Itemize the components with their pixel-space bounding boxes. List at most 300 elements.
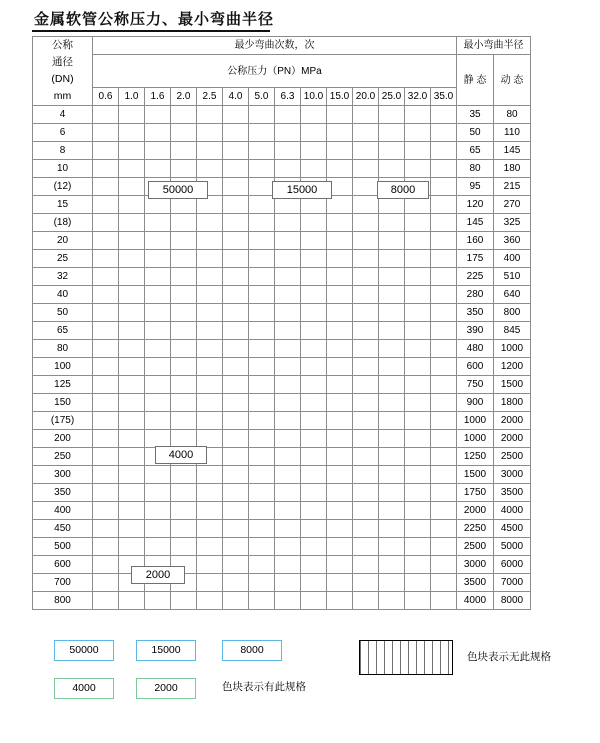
- grid-cell-r10-c5: [223, 286, 249, 304]
- dynamic-radius-value: 4500: [494, 520, 531, 538]
- grid-cell-r2-c0: [93, 142, 119, 160]
- grid-cell-r0-c13: [431, 106, 457, 124]
- grid-cell-r12-c11: [379, 322, 405, 340]
- grid-cell-r10-c2: [145, 286, 171, 304]
- grid-cell-r8-c7: [275, 250, 301, 268]
- grid-cell-r11-c1: [119, 304, 145, 322]
- grid-cell-r15-c2: [145, 376, 171, 394]
- grid-cell-r25-c11: [379, 556, 405, 574]
- grid-cell-r3-c8: [301, 160, 327, 178]
- grid-cell-r9-c2: [145, 268, 171, 286]
- grid-cell-r15-c8: [301, 376, 327, 394]
- grid-cell-r26-c12: [405, 574, 431, 592]
- grid-cell-r20-c8: [301, 466, 327, 484]
- grid-cell-r1-c13: [431, 124, 457, 142]
- grid-cell-r17-c6: [249, 412, 275, 430]
- grid-cell-r17-c13: [431, 412, 457, 430]
- grid-cell-r23-c4: [197, 520, 223, 538]
- dn-value: 25: [33, 250, 93, 268]
- dynamic-radius-value: 270: [494, 196, 531, 214]
- grid-cell-r8-c13: [431, 250, 457, 268]
- grid-cell-r8-c0: [93, 250, 119, 268]
- grid-cell-r11-c9: [327, 304, 353, 322]
- badge-8000: 8000: [377, 181, 429, 199]
- grid-cell-r15-c5: [223, 376, 249, 394]
- dn-value: (18): [33, 214, 93, 232]
- grid-cell-r4-c0: [93, 178, 119, 196]
- legend-chip-8000: 8000: [222, 640, 282, 661]
- grid-cell-r18-c10: [353, 430, 379, 448]
- grid-cell-r10-c13: [431, 286, 457, 304]
- grid-cell-r18-c12: [405, 430, 431, 448]
- grid-cell-r17-c10: [353, 412, 379, 430]
- grid-cell-r18-c2: [145, 430, 171, 448]
- static-radius-value: 1250: [457, 448, 494, 466]
- grid-cell-r2-c7: [275, 142, 301, 160]
- dn-header-line4: mm: [53, 90, 72, 102]
- grid-cell-r23-c7: [275, 520, 301, 538]
- grid-cell-r2-c2: [145, 142, 171, 160]
- table-row: [33, 250, 531, 268]
- dn-value: 150: [33, 394, 93, 412]
- dynamic-radius-value: 2000: [494, 412, 531, 430]
- grid-cell-r26-c13: [431, 574, 457, 592]
- grid-cell-r10-c1: [119, 286, 145, 304]
- dn-value: 15: [33, 196, 93, 214]
- grid-cell-r26-c9: [327, 574, 353, 592]
- grid-cell-r15-c9: [327, 376, 353, 394]
- grid-cell-r17-c1: [119, 412, 145, 430]
- grid-cell-r15-c6: [249, 376, 275, 394]
- grid-cell-r2-c13: [431, 142, 457, 160]
- grid-cell-r12-c13: [431, 322, 457, 340]
- grid-cell-r0-c11: [379, 106, 405, 124]
- grid-cell-r6-c1: [119, 214, 145, 232]
- static-radius-value: 120: [457, 196, 494, 214]
- grid-cell-r1-c6: [249, 124, 275, 142]
- grid-cell-r20-c2: [145, 466, 171, 484]
- grid-cell-r22-c12: [405, 502, 431, 520]
- table-row: [33, 466, 531, 484]
- grid-cell-r1-c4: [197, 124, 223, 142]
- grid-cell-r21-c11: [379, 484, 405, 502]
- grid-cell-r8-c1: [119, 250, 145, 268]
- static-radius-value: 1500: [457, 466, 494, 484]
- grid-cell-r21-c12: [405, 484, 431, 502]
- grid-cell-r4-c13: [431, 178, 457, 196]
- table-row: [33, 232, 531, 250]
- grid-cell-r1-c8: [301, 124, 327, 142]
- table-row: [33, 574, 531, 592]
- static-radius-value: 2000: [457, 502, 494, 520]
- grid-cell-r15-c13: [431, 376, 457, 394]
- pressure-col-header-5: 4.0: [223, 88, 249, 106]
- grid-cell-r3-c12: [405, 160, 431, 178]
- dynamic-radius-value: 3000: [494, 466, 531, 484]
- grid-cell-r19-c6: [249, 448, 275, 466]
- pressure-col-header-0: 0.6: [93, 88, 119, 106]
- dynamic-radius-value: 2500: [494, 448, 531, 466]
- grid-cell-r21-c0: [93, 484, 119, 502]
- grid-cell-r24-c13: [431, 538, 457, 556]
- badge-15000: 15000: [272, 181, 332, 199]
- grid-cell-r22-c5: [223, 502, 249, 520]
- grid-cell-r3-c5: [223, 160, 249, 178]
- grid-cell-r16-c5: [223, 394, 249, 412]
- grid-cell-r24-c7: [275, 538, 301, 556]
- dynamic-radius-value: 5000: [494, 538, 531, 556]
- dynamic-radius-value: 1500: [494, 376, 531, 394]
- grid-cell-r23-c6: [249, 520, 275, 538]
- grid-cell-r22-c1: [119, 502, 145, 520]
- grid-cell-r26-c7: [275, 574, 301, 592]
- table-row: [33, 268, 531, 286]
- grid-cell-r18-c3: [171, 430, 197, 448]
- grid-cell-r13-c10: [353, 340, 379, 358]
- grid-cell-r7-c9: [327, 232, 353, 250]
- grid-cell-r16-c7: [275, 394, 301, 412]
- grid-cell-r2-c10: [353, 142, 379, 160]
- grid-cell-r5-c1: [119, 196, 145, 214]
- grid-cell-r26-c0: [93, 574, 119, 592]
- grid-cell-r24-c0: [93, 538, 119, 556]
- pressure-col-header-6: 5.0: [249, 88, 275, 106]
- static-radius-value: 175: [457, 250, 494, 268]
- grid-cell-r25-c4: [197, 556, 223, 574]
- grid-cell-r18-c4: [197, 430, 223, 448]
- dynamic-radius-value: 1800: [494, 394, 531, 412]
- grid-cell-r27-c10: [353, 592, 379, 610]
- legend-no-spec-text: 色块表示无此规格: [467, 651, 551, 663]
- grid-cell-r8-c2: [145, 250, 171, 268]
- grid-cell-r16-c0: [93, 394, 119, 412]
- grid-cell-r6-c10: [353, 214, 379, 232]
- table-row: [33, 394, 531, 412]
- grid-cell-r14-c8: [301, 358, 327, 376]
- static-radius-value: 480: [457, 340, 494, 358]
- dynamic-radius-value: 8000: [494, 592, 531, 610]
- grid-cell-r1-c3: [171, 124, 197, 142]
- legend-hatch-swatch: [359, 640, 453, 675]
- grid-cell-r1-c1: [119, 124, 145, 142]
- grid-cell-r9-c10: [353, 268, 379, 286]
- grid-cell-r10-c0: [93, 286, 119, 304]
- dynamic-radius-value: 4000: [494, 502, 531, 520]
- grid-cell-r24-c5: [223, 538, 249, 556]
- grid-cell-r14-c13: [431, 358, 457, 376]
- dn-value: 700: [33, 574, 93, 592]
- grid-cell-r21-c5: [223, 484, 249, 502]
- grid-cell-r23-c8: [301, 520, 327, 538]
- table-row: [33, 412, 531, 430]
- dynamic-radius-value: 80: [494, 106, 531, 124]
- grid-cell-r6-c7: [275, 214, 301, 232]
- grid-cell-r9-c0: [93, 268, 119, 286]
- grid-cell-r22-c2: [145, 502, 171, 520]
- grid-cell-r12-c10: [353, 322, 379, 340]
- grid-cell-r26-c5: [223, 574, 249, 592]
- grid-cell-r12-c3: [171, 322, 197, 340]
- grid-cell-r27-c5: [223, 592, 249, 610]
- grid-cell-r0-c7: [275, 106, 301, 124]
- grid-cell-r7-c5: [223, 232, 249, 250]
- grid-cell-r17-c0: [93, 412, 119, 430]
- badge-4000: 4000: [155, 446, 207, 464]
- title-underline: [32, 30, 270, 32]
- grid-cell-r13-c3: [171, 340, 197, 358]
- grid-cell-r13-c4: [197, 340, 223, 358]
- grid-cell-r16-c3: [171, 394, 197, 412]
- table-header: [33, 37, 531, 106]
- grid-cell-r24-c4: [197, 538, 223, 556]
- grid-cell-r19-c5: [223, 448, 249, 466]
- grid-cell-r9-c1: [119, 268, 145, 286]
- grid-cell-r9-c6: [249, 268, 275, 286]
- header-row-3: [33, 88, 531, 106]
- grid-cell-r19-c0: [93, 448, 119, 466]
- grid-cell-r0-c6: [249, 106, 275, 124]
- dynamic-radius-value: 640: [494, 286, 531, 304]
- grid-cell-r19-c11: [379, 448, 405, 466]
- grid-cell-r17-c9: [327, 412, 353, 430]
- table-row: [33, 592, 531, 610]
- table-row: [33, 520, 531, 538]
- grid-cell-r25-c9: [327, 556, 353, 574]
- dynamic-radius-value: 845: [494, 322, 531, 340]
- grid-cell-r3-c7: [275, 160, 301, 178]
- grid-cell-r17-c7: [275, 412, 301, 430]
- grid-cell-r11-c12: [405, 304, 431, 322]
- grid-cell-r1-c9: [327, 124, 353, 142]
- grid-cell-r27-c13: [431, 592, 457, 610]
- grid-cell-r3-c2: [145, 160, 171, 178]
- grid-cell-r18-c6: [249, 430, 275, 448]
- grid-cell-r17-c5: [223, 412, 249, 430]
- grid-cell-r8-c8: [301, 250, 327, 268]
- grid-cell-r2-c12: [405, 142, 431, 160]
- grid-cell-r14-c10: [353, 358, 379, 376]
- grid-cell-r8-c5: [223, 250, 249, 268]
- grid-cell-r12-c9: [327, 322, 353, 340]
- badge-50000: 50000: [148, 181, 208, 199]
- grid-cell-r7-c0: [93, 232, 119, 250]
- grid-cell-r14-c6: [249, 358, 275, 376]
- legend-chip-50000: 50000: [54, 640, 114, 661]
- dynamic-radius-value: 1000: [494, 340, 531, 358]
- grid-cell-r7-c1: [119, 232, 145, 250]
- grid-cell-r8-c3: [171, 250, 197, 268]
- grid-cell-r20-c4: [197, 466, 223, 484]
- grid-cell-r20-c5: [223, 466, 249, 484]
- grid-cell-r27-c11: [379, 592, 405, 610]
- grid-cell-r1-c5: [223, 124, 249, 142]
- grid-cell-r21-c3: [171, 484, 197, 502]
- pressure-col-header-12: 32.0: [405, 88, 431, 106]
- grid-cell-r13-c11: [379, 340, 405, 358]
- grid-cell-r27-c8: [301, 592, 327, 610]
- dynamic-radius-value: 7000: [494, 574, 531, 592]
- grid-cell-r24-c8: [301, 538, 327, 556]
- grid-cell-r8-c11: [379, 250, 405, 268]
- grid-cell-r5-c13: [431, 196, 457, 214]
- grid-cell-r12-c8: [301, 322, 327, 340]
- static-radius-value: 1000: [457, 430, 494, 448]
- grid-cell-r13-c5: [223, 340, 249, 358]
- grid-cell-r22-c6: [249, 502, 275, 520]
- table-row: [33, 358, 531, 376]
- static-radius-value: 350: [457, 304, 494, 322]
- grid-cell-r6-c11: [379, 214, 405, 232]
- dn-value: 400: [33, 502, 93, 520]
- grid-cell-r16-c10: [353, 394, 379, 412]
- grid-cell-r23-c11: [379, 520, 405, 538]
- grid-cell-r12-c7: [275, 322, 301, 340]
- grid-cell-r1-c7: [275, 124, 301, 142]
- grid-cell-r10-c12: [405, 286, 431, 304]
- grid-cell-r5-c10: [353, 196, 379, 214]
- dn-value: 250: [33, 448, 93, 466]
- grid-cell-r22-c10: [353, 502, 379, 520]
- grid-cell-r20-c11: [379, 466, 405, 484]
- grid-cell-r10-c6: [249, 286, 275, 304]
- grid-cell-r23-c9: [327, 520, 353, 538]
- grid-cell-r11-c8: [301, 304, 327, 322]
- grid-cell-r22-c11: [379, 502, 405, 520]
- grid-cell-r15-c0: [93, 376, 119, 394]
- table-row: [33, 340, 531, 358]
- static-radius-value: 225: [457, 268, 494, 286]
- grid-cell-r27-c0: [93, 592, 119, 610]
- grid-cell-r4-c5: [223, 178, 249, 196]
- dn-value: 40: [33, 286, 93, 304]
- grid-cell-r0-c10: [353, 106, 379, 124]
- grid-cell-r2-c9: [327, 142, 353, 160]
- grid-cell-r20-c0: [93, 466, 119, 484]
- grid-cell-r9-c11: [379, 268, 405, 286]
- dn-value: 350: [33, 484, 93, 502]
- grid-cell-r26-c8: [301, 574, 327, 592]
- table-row: [33, 124, 531, 142]
- grid-cell-r9-c9: [327, 268, 353, 286]
- grid-cell-r10-c8: [301, 286, 327, 304]
- grid-cell-r7-c6: [249, 232, 275, 250]
- grid-cell-r18-c7: [275, 430, 301, 448]
- page-title: 金属软管公称压力、最小弯曲半径: [34, 10, 275, 28]
- grid-cell-r20-c10: [353, 466, 379, 484]
- grid-cell-r7-c2: [145, 232, 171, 250]
- grid-cell-r12-c2: [145, 322, 171, 340]
- grid-cell-r23-c13: [431, 520, 457, 538]
- grid-cell-r19-c10: [353, 448, 379, 466]
- grid-cell-r8-c4: [197, 250, 223, 268]
- grid-cell-r5-c6: [249, 196, 275, 214]
- grid-cell-r21-c4: [197, 484, 223, 502]
- grid-cell-r22-c13: [431, 502, 457, 520]
- legend-chip-4000: 4000: [54, 678, 114, 699]
- table-row: [33, 484, 531, 502]
- grid-cell-r0-c9: [327, 106, 353, 124]
- grid-cell-r16-c8: [301, 394, 327, 412]
- grid-cell-r22-c0: [93, 502, 119, 520]
- grid-cell-r19-c13: [431, 448, 457, 466]
- grid-cell-r13-c6: [249, 340, 275, 358]
- grid-cell-r27-c3: [171, 592, 197, 610]
- grid-cell-r6-c8: [301, 214, 327, 232]
- grid-cell-r24-c3: [171, 538, 197, 556]
- grid-cell-r2-c1: [119, 142, 145, 160]
- grid-cell-r16-c9: [327, 394, 353, 412]
- dn-header-line1: 公称: [52, 39, 73, 51]
- grid-cell-r10-c4: [197, 286, 223, 304]
- grid-cell-r25-c7: [275, 556, 301, 574]
- pressure-header: 公称压力（PN）MPa: [93, 55, 457, 88]
- grid-cell-r24-c12: [405, 538, 431, 556]
- grid-cell-r11-c4: [197, 304, 223, 322]
- grid-cell-r3-c10: [353, 160, 379, 178]
- grid-cell-r16-c13: [431, 394, 457, 412]
- static-radius-value: 1000: [457, 412, 494, 430]
- dynamic-header: 动 态: [494, 55, 531, 106]
- grid-cell-r25-c10: [353, 556, 379, 574]
- grid-cell-r21-c9: [327, 484, 353, 502]
- grid-cell-r14-c4: [197, 358, 223, 376]
- static-radius-value: 750: [457, 376, 494, 394]
- grid-cell-r25-c13: [431, 556, 457, 574]
- grid-cell-r22-c9: [327, 502, 353, 520]
- grid-cell-r3-c1: [119, 160, 145, 178]
- dn-value: 500: [33, 538, 93, 556]
- grid-cell-r6-c2: [145, 214, 171, 232]
- grid-cell-r19-c7: [275, 448, 301, 466]
- grid-cell-r10-c10: [353, 286, 379, 304]
- grid-cell-r9-c7: [275, 268, 301, 286]
- grid-cell-r26-c6: [249, 574, 275, 592]
- grid-cell-r7-c3: [171, 232, 197, 250]
- grid-cell-r12-c12: [405, 322, 431, 340]
- grid-cell-r23-c5: [223, 520, 249, 538]
- grid-cell-r4-c6: [249, 178, 275, 196]
- dn-value: 200: [33, 430, 93, 448]
- dn-value: 8: [33, 142, 93, 160]
- grid-cell-r0-c8: [301, 106, 327, 124]
- grid-cell-r8-c6: [249, 250, 275, 268]
- grid-cell-r9-c13: [431, 268, 457, 286]
- dn-value: 6: [33, 124, 93, 142]
- dynamic-radius-value: 2000: [494, 430, 531, 448]
- grid-cell-r24-c11: [379, 538, 405, 556]
- grid-cell-r15-c1: [119, 376, 145, 394]
- grid-cell-r7-c8: [301, 232, 327, 250]
- grid-cell-r1-c10: [353, 124, 379, 142]
- grid-cell-r24-c6: [249, 538, 275, 556]
- grid-cell-r21-c2: [145, 484, 171, 502]
- grid-cell-r11-c0: [93, 304, 119, 322]
- dynamic-radius-value: 215: [494, 178, 531, 196]
- table-row: [33, 556, 531, 574]
- grid-cell-r23-c3: [171, 520, 197, 538]
- grid-cell-r6-c13: [431, 214, 457, 232]
- dynamic-radius-value: 110: [494, 124, 531, 142]
- grid-cell-r8-c10: [353, 250, 379, 268]
- grid-cell-r14-c1: [119, 358, 145, 376]
- dn-value: 800: [33, 592, 93, 610]
- grid-cell-r27-c1: [119, 592, 145, 610]
- grid-cell-r18-c8: [301, 430, 327, 448]
- pressure-col-header-11: 25.0: [379, 88, 405, 106]
- grid-cell-r26-c4: [197, 574, 223, 592]
- grid-cell-r9-c5: [223, 268, 249, 286]
- grid-cell-r27-c9: [327, 592, 353, 610]
